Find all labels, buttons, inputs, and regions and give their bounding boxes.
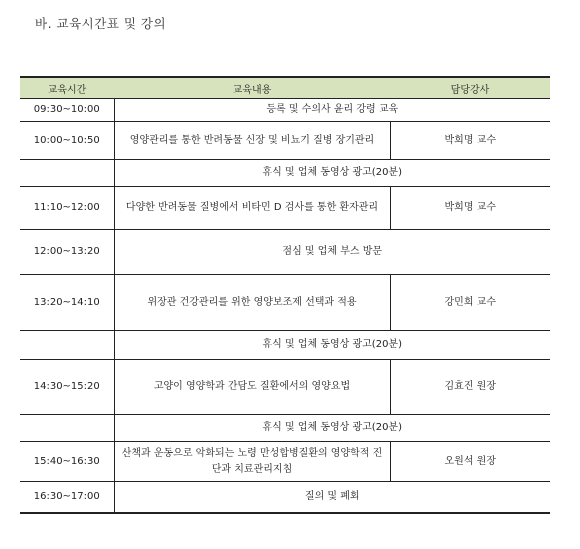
- cell-content: 다양한 반려동물 질병에서 비타민 D 검사를 통한 환자관리: [114, 187, 390, 230]
- cell-lecturer: 박희명 교수: [390, 187, 550, 230]
- cell-time: 15:40~16:30: [20, 442, 114, 482]
- cell-time: 09:30~10:00: [20, 99, 114, 122]
- table-row: [20, 482, 550, 513]
- header-content: 교육내용: [114, 77, 390, 99]
- cell-content: 휴식 및 업체 동영상 광고(20분): [114, 415, 550, 442]
- cell-time: 11:10~12:00: [20, 187, 114, 230]
- cell-time: 16:30~17:00: [20, 482, 114, 513]
- schedule-table: [20, 76, 550, 514]
- cell-content: 휴식 및 업체 동영상 광고(20분): [114, 160, 550, 187]
- header-lecturer: 담당강사: [390, 77, 550, 99]
- table-row: [20, 360, 550, 415]
- cell-time: 12:00~13:20: [20, 230, 114, 275]
- section-heading: 바. 교육시간표 및 강의: [35, 16, 167, 31]
- cell-content: 산책과 운동으로 악화되는 노령 만성합병질환의 영양학적 진단과 치료관리지침: [114, 442, 390, 482]
- cell-time: [20, 331, 114, 360]
- cell-lecturer: 오원석 원장: [390, 442, 550, 482]
- table-row: [20, 122, 550, 160]
- cell-content: 점심 및 업체 부스 방문: [114, 230, 550, 275]
- cell-content: 고양이 영양학과 간담도 질환에서의 영양요법: [114, 360, 390, 415]
- table-row: [20, 187, 550, 230]
- cell-lecturer: 김효진 원장: [390, 360, 550, 415]
- header-time: 교육시간: [20, 77, 114, 99]
- table-row: [20, 415, 550, 442]
- table-row: [20, 331, 550, 360]
- cell-content: 휴식 및 업체 동영상 광고(20분): [114, 331, 550, 360]
- table-row: [20, 230, 550, 275]
- cell-content: 위장관 건강관리를 위한 영양보조제 선택과 적용: [114, 275, 390, 331]
- cell-time: 10:00~10:50: [20, 122, 114, 160]
- cell-content: 영양관리를 통한 반려동물 신장 및 비뇨기 질병 장기관리: [114, 122, 390, 160]
- table-row: [20, 160, 550, 187]
- table-row: [20, 99, 550, 122]
- table-header-row: [20, 77, 550, 99]
- cell-time: 14:30~15:20: [20, 360, 114, 415]
- cell-content: 등록 및 수의사 윤리 강령 교육: [114, 99, 550, 122]
- cell-time: 13:20~14:10: [20, 275, 114, 331]
- cell-content: 질의 및 폐회: [114, 482, 550, 513]
- table-row: [20, 442, 550, 482]
- table-row: [20, 275, 550, 331]
- cell-time: [20, 415, 114, 442]
- cell-lecturer: 박희명 교수: [390, 122, 550, 160]
- cell-lecturer: 강민희 교수: [390, 275, 550, 331]
- cell-time: [20, 160, 114, 187]
